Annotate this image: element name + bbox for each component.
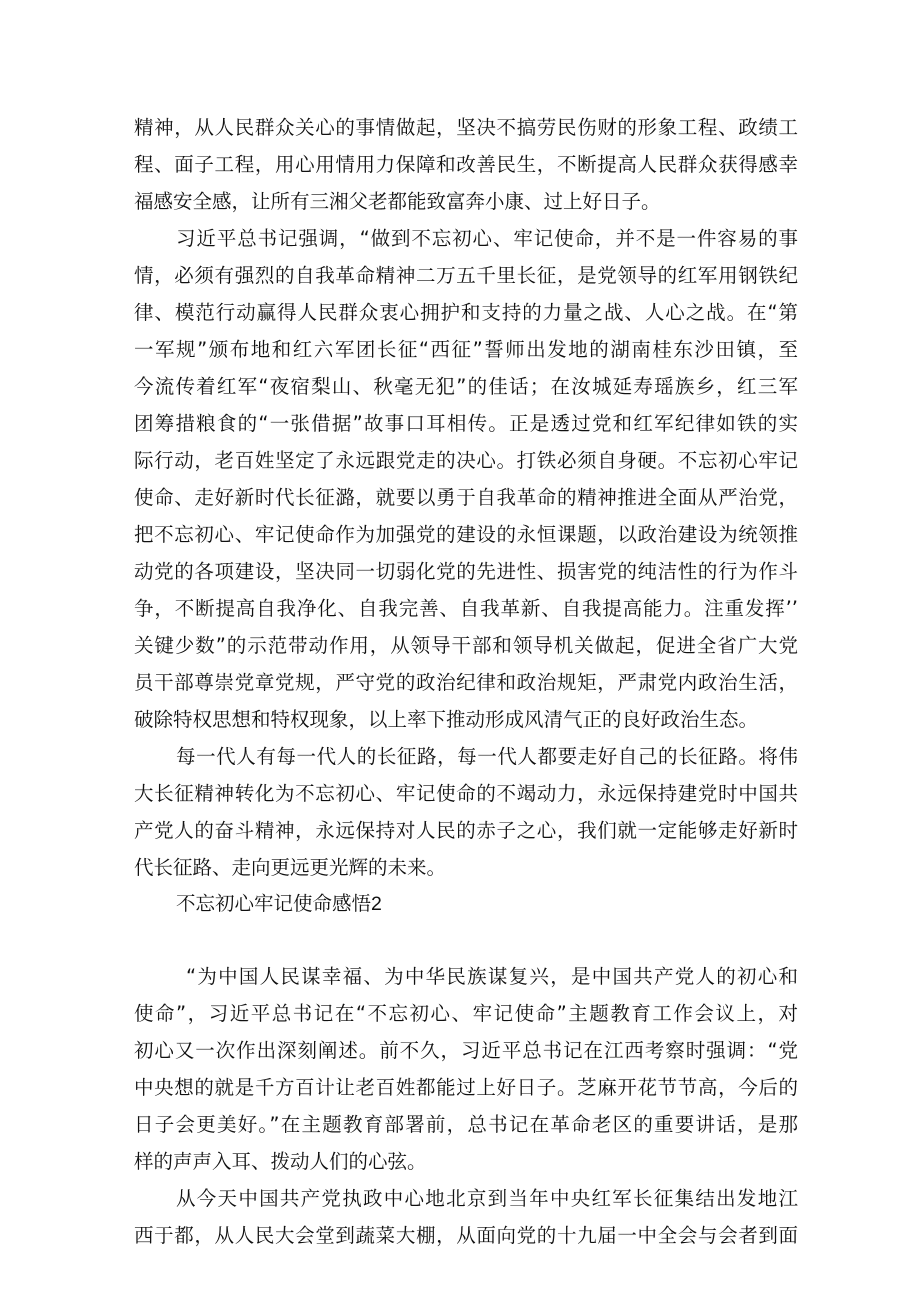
paragraph-line: 使命”，习近平总书记在“不忘初心、牢记使命”主题教育工作会议上，对 (134, 1002, 798, 1025)
paragraph-line: 今流传着红军“夜宿梨山、秋毫无犯”的佳话；在汝城延寿瑶族乡，红三军 (134, 375, 798, 398)
paragraph-line: 把不忘初心、牢记使命作为加强党的建设的永恒课题，以政治建设为统领推 (134, 523, 798, 546)
paragraph-line: 律、模范行动赢得人民群众衷心拥护和支持的力量之战、人心之战。在“第 (134, 301, 798, 324)
paragraph-line: 使命、走好新时代长征潞，就要以勇于自我革命的精神推进全面从严治党， (134, 486, 798, 509)
paragraph-line: 一军规”颁布地和红六军团长征“西征”誓师出发地的湖南桂东沙田镇，至 (134, 338, 798, 361)
paragraph-line: 动党的各项建设，坚决同一切弱化党的先进性、损害党的纯洁性的行为作斗 (134, 560, 798, 583)
paragraph-line: 中央想的就是千方百计让老百姓都能过上好日子。芝麻开花节节高，今后的 (134, 1076, 798, 1099)
paragraph-line: 关键少数”的示范带动作用，从领导干部和领导机关做起，促进全省广大党 (134, 634, 798, 657)
paragraph-line: 产党人的奋斗精神，永远保持对人民的赤子之心，我们就一定能够走好新时 (134, 819, 798, 842)
paragraph-line: 样的声声入耳、拨动人们的心弦。 (134, 1150, 427, 1173)
section-heading: 不忘初心牢记使命感悟2 (176, 893, 382, 915)
paragraph-line: 员干部尊崇党章党规，严守党的政治纪律和政治规矩，严肃党内政治生活， (134, 671, 798, 694)
paragraph-line: 大长征精神转化为不忘初心、牢记使命的不竭动力，永远保持建党时中国共 (134, 782, 798, 805)
paragraph-line: 争，不断提高自我净化、自我完善、自我革新、自我提高能力。注重发挥’’ (134, 597, 798, 620)
paragraph-line: 习近平总书记强调，“做到不忘初心、牢记使命，并不是一件容易的事 (176, 227, 798, 250)
paragraph-line: 际行动，老百姓坚定了永远跟党走的决心。打铁必须自身硬。不忘初心牢记 (134, 449, 798, 472)
paragraph-line: 福感安全感，让所有三湘父老都能致富奔小康、过上好日子。 (134, 190, 661, 213)
paragraph-line: 西于都，从人民大会堂到蔬菜大棚，从面向党的十九届一中全会与会者到面 (134, 1224, 798, 1247)
paragraph-line: 日子会更美好。”在主题教育部署前，总书记在革命老区的重要讲话，是那 (134, 1113, 798, 1136)
paragraph-line: 程、面子工程，用心用情用力保障和改善民生，不断提高人民群众获得感幸 (134, 153, 798, 176)
paragraph-line: 代长征路、走向更远更光辉的未来。 (134, 856, 447, 879)
paragraph-line: 情，必须有强烈的自我革命精神二万五千里长征，是党领导的红军用钢铁纪 (134, 264, 798, 287)
paragraph-line: 从今天中国共产党执政中心地北京到当年中央红军长征集结出发地江 (176, 1187, 798, 1210)
paragraph-line: 精神，从人民群众关心的事情做起，坚决不搞劳民伤财的形象工程、政绩工 (134, 116, 798, 139)
paragraph-line: 每一代人有每一代人的长征路，每一代人都要走好自己的长征路。将伟 (176, 745, 798, 768)
paragraph-line: 团筹措粮食的“一张借据”故事口耳相传。正是透过党和红军纪律如铁的实 (134, 412, 798, 435)
paragraph-line: 破除特权思想和特权现象，以上率下推动形成风清气正的良好政治生态。 (134, 708, 759, 731)
paragraph-line: 初心又一次作出深刻阐述。前不久，习近平总书记在江西考察时强调：“党 (134, 1039, 798, 1062)
paragraph-line: “为中国人民谋幸福、为中华民族谋复兴，是中国共产党人的初心和 (186, 965, 798, 988)
